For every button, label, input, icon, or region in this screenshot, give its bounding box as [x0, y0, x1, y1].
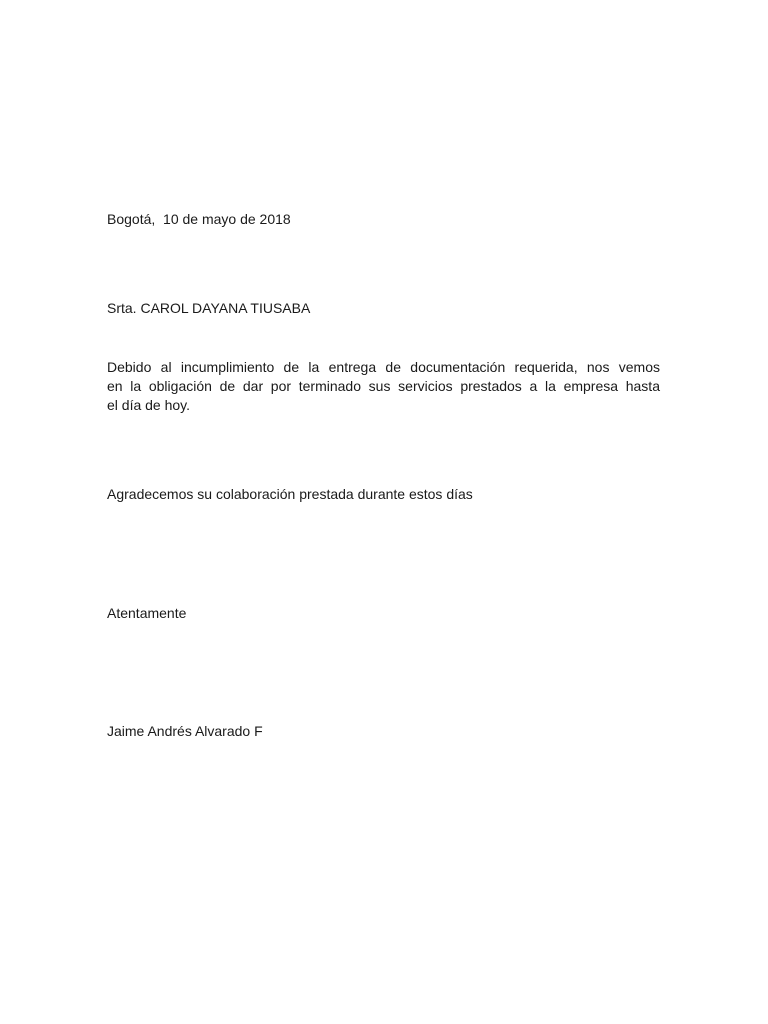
body-line-1: Debido al incumplimiento de la entrega de documentación requerida, nos vemos	[107, 359, 660, 375]
date-line: Bogotá, 10 de mayo de 2018	[107, 211, 291, 227]
thanks-line: Agradecemos su colaboración prestada durante estos días	[107, 486, 473, 502]
body-paragraph	[107, 358, 660, 415]
body-line-2: en la obligación de dar por terminado sus servicios prestados a la empresa hasta	[107, 378, 660, 394]
closing-line: Atentamente	[107, 605, 187, 621]
body-line-3: el día de hoy.	[107, 397, 191, 413]
signature-name: Jaime Andrés Alvarado F	[107, 723, 263, 739]
recipient-line: Srta. CAROL DAYANA TIUSABA	[107, 300, 311, 316]
